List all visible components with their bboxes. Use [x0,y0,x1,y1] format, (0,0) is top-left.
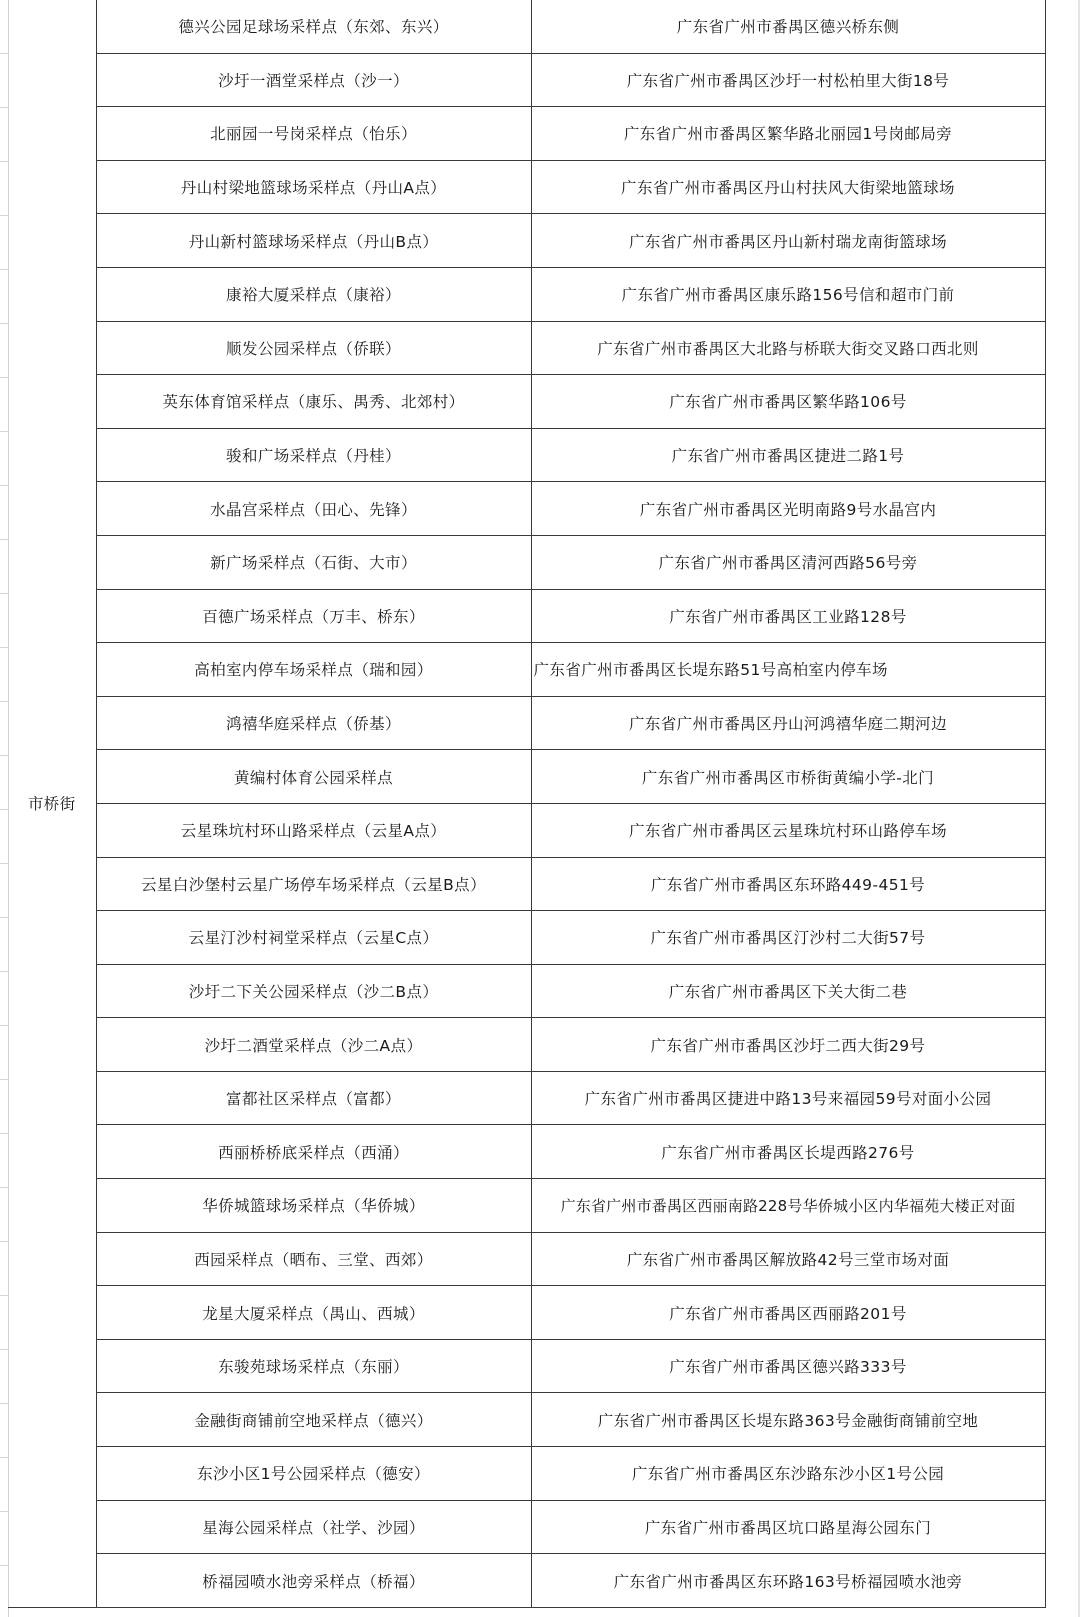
table-row [8,160,1045,214]
address-cell[interactable]: 广东省广州市番禺区大北路与桥联大街交叉路口西北则 [531,321,1045,375]
address-cell[interactable]: 广东省广州市番禺区繁华路北丽园1号岗邮局旁 [531,107,1045,161]
site-name-cell[interactable]: 百德广场采样点（万丰、桥东） [96,589,531,643]
sampling-sites-table [8,0,1046,1608]
table-row [8,1393,1045,1447]
site-name-cell[interactable]: 鸿禧华庭采样点（侨基） [96,696,531,750]
table-row [8,911,1045,965]
address-cell[interactable]: 广东省广州市番禺区工业路128号 [531,589,1045,643]
site-name-cell[interactable]: 丹山村梁地篮球场采样点（丹山A点） [96,160,531,214]
address-cell[interactable]: 广东省广州市番禺区沙圩二西大街29号 [531,1018,1045,1072]
address-cell[interactable]: 广东省广州市番禺区坑口路星海公园东门 [531,1500,1045,1554]
table-row [8,214,1045,268]
table-row [8,53,1045,107]
site-name-cell[interactable]: 东沙小区1号公园采样点（德安） [96,1447,531,1501]
address-cell[interactable]: 广东省广州市番禺区丹山村扶风大街梁地篮球场 [531,160,1045,214]
site-name-cell[interactable]: 西园采样点（晒布、三堂、西郊） [96,1232,531,1286]
street-cell[interactable]: 市桥街 [8,0,96,1607]
site-name-cell[interactable]: 沙圩二下关公园采样点（沙二B点） [96,964,531,1018]
table-row [8,0,1045,53]
address-cell[interactable]: 广东省广州市番禺区解放路42号三堂市场对面 [531,1232,1045,1286]
address-cell[interactable]: 广东省广州市番禺区丹山新村瑞龙南街篮球场 [531,214,1045,268]
site-name-cell[interactable]: 黄编村体育公园采样点 [96,750,531,804]
address-cell[interactable]: 广东省广州市番禺区东沙路东沙小区1号公园 [531,1447,1045,1501]
table-row [8,803,1045,857]
address-cell[interactable]: 广东省广州市番禺区捷进二路1号 [531,428,1045,482]
address-cell[interactable]: 广东省广州市番禺区西丽南路228号华侨城小区内华福苑大楼正对面 [531,1179,1045,1233]
table-row [8,1071,1045,1125]
table-row [8,750,1045,804]
address-cell[interactable]: 广东省广州市番禺区长堤东路51号高柏室内停车场 [531,643,1045,697]
site-name-cell[interactable]: 北丽园一号岗采样点（怡乐） [96,107,531,161]
table-row [8,1179,1045,1233]
site-name-cell[interactable]: 东骏苑球场采样点（东丽） [96,1339,531,1393]
table-row [8,375,1045,429]
site-name-cell[interactable]: 云星珠坑村环山路采样点（云星A点） [96,803,531,857]
table-row [8,857,1045,911]
address-cell[interactable]: 广东省广州市番禺区东环路449-451号 [531,857,1045,911]
table-row [8,696,1045,750]
table-row [8,107,1045,161]
table-row [8,589,1045,643]
site-name-cell[interactable]: 云星汀沙村祠堂采样点（云星C点） [96,911,531,965]
site-name-cell[interactable]: 骏和广场采样点（丹桂） [96,428,531,482]
site-name-cell[interactable]: 康裕大厦采样点（康裕） [96,267,531,321]
table-row [8,482,1045,536]
table-row [8,643,1045,697]
site-name-cell[interactable]: 高柏室内停车场采样点（瑞和园） [96,643,531,697]
address-cell[interactable]: 广东省广州市番禺区光明南路9号水晶宫内 [531,482,1045,536]
site-name-cell[interactable]: 沙圩一酒堂采样点（沙一） [96,53,531,107]
table-row [8,1125,1045,1179]
table-row [8,1339,1045,1393]
address-cell[interactable]: 广东省广州市番禺区繁华路106号 [531,375,1045,429]
table-row [8,428,1045,482]
address-cell[interactable]: 广东省广州市番禺区德兴桥东侧 [531,0,1045,53]
table-row [8,1500,1045,1554]
address-cell[interactable]: 广东省广州市番禺区云星珠坑村环山路停车场 [531,803,1045,857]
site-name-cell[interactable]: 顺发公园采样点（侨联） [96,321,531,375]
table-row [8,267,1045,321]
table-row [8,1447,1045,1501]
site-name-cell[interactable]: 金融街商铺前空地采样点（德兴） [96,1393,531,1447]
address-cell[interactable]: 广东省广州市番禺区沙圩一村松柏里大街18号 [531,53,1045,107]
address-cell[interactable]: 广东省广州市番禺区康乐路156号信和超市门前 [531,267,1045,321]
site-name-cell[interactable]: 龙星大厦采样点（禺山、西城） [96,1286,531,1340]
site-name-cell[interactable]: 德兴公园足球场采样点（东郊、东兴） [96,0,531,53]
site-name-cell[interactable]: 桥福园喷水池旁采样点（桥福） [96,1554,531,1608]
address-cell[interactable]: 广东省广州市番禺区市桥街黄编小学-北门 [531,750,1045,804]
site-name-cell[interactable]: 新广场采样点（石街、大市） [96,535,531,589]
sampling-sites-body [8,0,1045,1607]
address-cell[interactable]: 广东省广州市番禺区丹山河鸿禧华庭二期河边 [531,696,1045,750]
table-row [8,964,1045,1018]
site-name-cell[interactable]: 丹山新村篮球场采样点（丹山B点） [96,214,531,268]
address-cell[interactable]: 广东省广州市番禺区西丽路201号 [531,1286,1045,1340]
table-row [8,1018,1045,1072]
site-name-cell[interactable]: 水晶宫采样点（田心、先锋） [96,482,531,536]
site-name-cell[interactable]: 云星白沙堡村云星广场停车场采样点（云星B点） [96,857,531,911]
address-cell[interactable]: 广东省广州市番禺区汀沙村二大街57号 [531,911,1045,965]
address-cell[interactable]: 广东省广州市番禺区清河西路56号旁 [531,535,1045,589]
address-cell[interactable]: 广东省广州市番禺区下关大街二巷 [531,964,1045,1018]
site-name-cell[interactable]: 华侨城篮球场采样点（华侨城） [96,1179,531,1233]
site-name-cell[interactable]: 沙圩二酒堂采样点（沙二A点） [96,1018,531,1072]
table-row [8,1286,1045,1340]
site-name-cell[interactable]: 英东体育馆采样点（康乐、禺秀、北郊村） [96,375,531,429]
address-cell[interactable]: 广东省广州市番禺区长堤东路363号金融街商铺前空地 [531,1393,1045,1447]
table-row [8,1554,1045,1608]
address-cell[interactable]: 广东省广州市番禺区长堤西路276号 [531,1125,1045,1179]
site-name-cell[interactable]: 西丽桥桥底采样点（西涌） [96,1125,531,1179]
table-row [8,321,1045,375]
address-cell[interactable]: 广东省广州市番禺区东环路163号桥福园喷水池旁 [531,1554,1045,1608]
table-row [8,535,1045,589]
site-name-cell[interactable]: 星海公园采样点（社学、沙园） [96,1500,531,1554]
site-name-cell[interactable]: 富都社区采样点（富都） [96,1071,531,1125]
table-row [8,1232,1045,1286]
address-cell[interactable]: 广东省广州市番禺区捷进中路13号来福园59号对面小公园 [531,1071,1045,1125]
address-cell[interactable]: 广东省广州市番禺区德兴路333号 [531,1339,1045,1393]
